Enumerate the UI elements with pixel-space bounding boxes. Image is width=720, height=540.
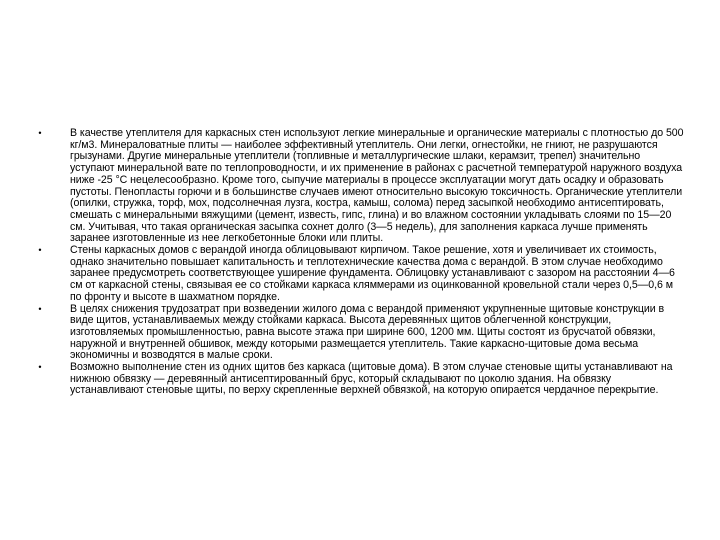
list-item-insulation [36, 128, 684, 245]
list-item-panel-construction [36, 304, 684, 363]
list-item-text: Стены каркасных домов с верандой иногда облицовывают кирпичом. Такое решение, хотя и увеличивает их стоимость, однако значительно повышает капитальность и теплотехнические качества дома с верандой. В этом случае необходимо заранее предусмотреть соответствующее уширение фундамента. Облицовку устанавливают с зазором на расстоянии 4—6 см от каркасной стены, связывая ее со стойками каркаса кляммерами из оцинкованной кровельной стали через 0,5—0,6 м по фронту и высоте в шахматном порядке. [70, 244, 675, 303]
list-item-panel-houses [36, 362, 684, 397]
list-item-text: Возможно выполнение стен из одних щитов без каркаса (щитовые дома). В этом случае стеновые щиты устанавливают на нижнюю обвязку — деревянный антисептированный брус, который складывают по цоколю здания. На обвязку устанавливают стеновые щиты, по верху скрепленные верхней обвязкой, на которую опирается чердачное перекрытие. [70, 361, 673, 397]
list-item-text: В целях снижения трудозатрат при возведении жилого дома с верандой применяют укрупненные щитовые конструкции в виде щитов, устанавливаемых между стойками каркаса. Высота деревянных щитов облегченной конструкции, изготовляемых промышленностью, равна высоте этажа при ширине 600, 1200 мм. Щиты состоят из брусчатой обвязки, наружной и внутренней обшивок, между которыми размещается утеплитель. Такие каркасно-щитовые дома весьма экономичны и возводятся в малые сроки. [70, 302, 665, 362]
bullet-icon: • [38, 245, 42, 256]
bullet-icon: • [38, 128, 42, 138]
bullet-list [36, 128, 684, 397]
bullet-icon: • [38, 303, 42, 314]
list-item-text: В качестве утеплителя для каркасных стен используют легкие минеральные и органические материалы с плотностью до 500 кг/м3. Минераловатные плиты — наиболее эффективный утеплитель. Они легки, огнестойки, не гниют, не разрушаются грызунами. Другие минеральные утеплители (топливные и металлургические шлаки, керамзит, трепел) значительно уступают минеральной вате по теплопроводности, и их применение в районах с расчетной температурой наружного воздуха ниже -25 °С нецелесообразно. Кроме того, сыпучие материалы в процессе эксплуатации могут дать осадку и образовать пустоты. Пенопласты горючи и в большинстве случаев имеют относительно высокую токсичность. Органические утеплители (опилки, стружка, торф, мох, подсолнечная лузга, костра, камыш, солома) перед засыпкой необходимо антисептировать, смешать с минеральными вяжущими (цемент, известь, гипс, глина) и во влажном состоянии укладывать слоями по 15—20 см. Учитывая, что такая органическая засыпка сохнет долго (3—5 недель), для заполнения каркаса лучше применять заранее изготовленные из нее легкобетонные блоки или плиты. [70, 127, 684, 245]
list-item-brick-cladding [36, 245, 684, 304]
bullet-icon: • [38, 362, 42, 373]
